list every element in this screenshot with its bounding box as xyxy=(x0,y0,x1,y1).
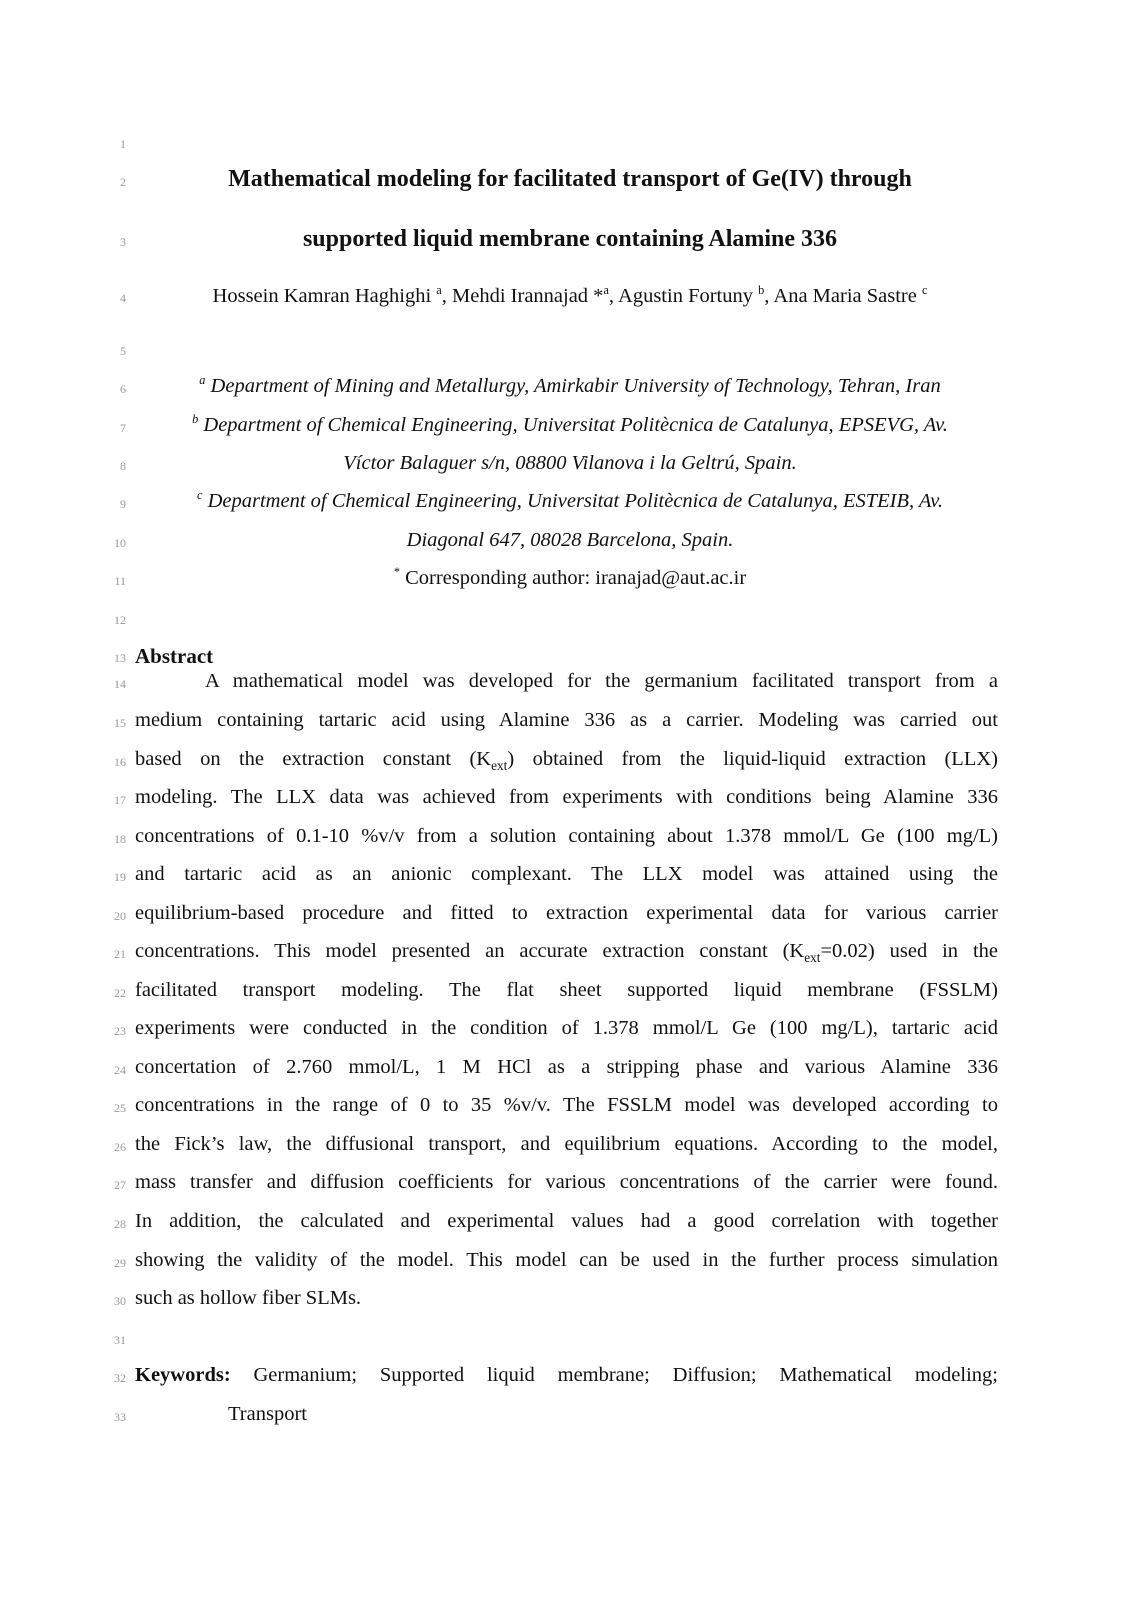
abstract-line xyxy=(135,748,998,774)
abstract-line: such as hollow fiber SLMs. xyxy=(135,1287,362,1309)
line-number: 16 xyxy=(114,755,126,769)
affiliation-text: Department of Chemical Engineering, Universitat Politècnica de Catalunya, EPSEVG, Av. xyxy=(198,414,948,436)
affiliation-marker: b xyxy=(192,412,199,427)
line-number: 15 xyxy=(114,716,126,730)
abstract-line: showing the validity of the model. This model can be used in the further process simulation xyxy=(135,1249,998,1271)
affiliation-a xyxy=(140,375,1000,398)
abstract-line: the Fick’s law, the diffusional transport, and equilibrium equations. According to the model, xyxy=(135,1133,998,1155)
abstract-line: mass transfer and diffusion coefficients for various concentrations of the carrier were found. xyxy=(135,1171,998,1193)
corresponding-text: Corresponding author: iranajad@aut.ac.ir xyxy=(399,567,747,589)
abstract-line: A mathematical model was developed for the germanium facilitated transport from a xyxy=(205,670,998,692)
line-number: 4 xyxy=(120,291,126,305)
line-number: 17 xyxy=(114,793,126,807)
subscript: ext xyxy=(491,758,508,774)
line-number: 10 xyxy=(114,536,126,550)
keywords-line-cont: Transport xyxy=(228,1403,307,1425)
abstract-text: concentrations. This model presented an accurate extraction constant (K xyxy=(135,940,805,962)
abstract-line xyxy=(135,940,998,966)
affiliation-marker: b xyxy=(758,283,765,298)
abstract-line: and tartaric acid as an anionic complexant. The LLX model was attained using the xyxy=(135,863,998,885)
subscript: ext xyxy=(804,950,821,966)
line-number: 19 xyxy=(114,870,126,884)
affiliation-b-cont: Víctor Balaguer s/n, 08800 Vilanova i la Geltrú, Spain. xyxy=(343,452,797,474)
line-number: 5 xyxy=(120,344,126,358)
line-number: 7 xyxy=(120,421,126,435)
author-name: , Agustin Fortuny xyxy=(608,285,759,307)
line-number: 26 xyxy=(114,1140,126,1154)
affiliation-marker: c xyxy=(921,283,928,298)
line-number: 33 xyxy=(114,1410,126,1424)
line-number: 31 xyxy=(114,1333,126,1347)
affiliation-b xyxy=(140,414,1000,437)
line-number: 9 xyxy=(120,497,126,511)
line-number: 23 xyxy=(114,1024,126,1038)
abstract-text: based on the extraction constant (K xyxy=(135,748,492,770)
affiliation-c-cont: Diagonal 647, 08028 Barcelona, Spain. xyxy=(406,529,734,551)
affiliation-text: Department of Chemical Engineering, Universitat Politècnica de Catalunya, ESTEIB, Av. xyxy=(202,490,943,512)
affiliation-marker: a xyxy=(199,373,206,388)
abstract-text: =0.02) used in the xyxy=(820,940,998,962)
line-number: 2 xyxy=(120,175,126,189)
abstract-line: concertation of 2.760 mmol/L, 1 M HCl as a stripping phase and various Alamine 336 xyxy=(135,1056,998,1078)
line-number: 11 xyxy=(114,574,126,588)
line-number: 13 xyxy=(114,651,126,665)
paper-title-line-1: Mathematical modeling for facilitated transport of Ge(IV) through xyxy=(228,166,912,192)
abstract-line: concentrations of 0.1-10 %v/v from a solution containing about 1.378 mmol/L Ge (100 mg/L) xyxy=(135,825,998,847)
author-name: , Mehdi Irannajad * xyxy=(441,285,604,307)
abstract-line: modeling. The LLX data was achieved from experiments with conditions being Alamine 336 xyxy=(135,786,998,808)
affiliation-marker: c xyxy=(197,488,203,503)
paper-title-line-2: supported liquid membrane containing Alamine 336 xyxy=(302,226,838,252)
line-number: 12 xyxy=(114,613,126,627)
keywords-line xyxy=(135,1364,998,1390)
line-number: 3 xyxy=(120,235,126,249)
line-number: 1 xyxy=(120,137,126,151)
line-number: 30 xyxy=(114,1294,126,1308)
keywords-label: Keywords: xyxy=(135,1364,231,1386)
line-number: 25 xyxy=(114,1101,126,1115)
abstract-heading: Abstract xyxy=(135,644,214,668)
line-number: 28 xyxy=(114,1217,126,1231)
abstract-line: medium containing tartaric acid using Alamine 336 as a carrier. Modeling was carried out xyxy=(135,709,998,731)
abstract-line: In addition, the calculated and experimental values had a good correlation with together xyxy=(135,1210,998,1232)
abstract-text: ) obtained from the liquid-liquid extraction (LLX) xyxy=(507,748,998,770)
corresponding-author xyxy=(140,567,1000,590)
line-number: 6 xyxy=(120,382,126,396)
corresponding-marker: * xyxy=(393,565,400,580)
author-list xyxy=(140,285,1000,308)
affiliation-marker: a xyxy=(603,283,609,298)
line-number: 21 xyxy=(114,947,126,961)
line-number: 8 xyxy=(120,459,126,473)
line-number: 20 xyxy=(114,909,126,923)
affiliation-text: Department of Mining and Metallurgy, Amirkabir University of Technology, Tehran, Iran xyxy=(205,375,941,397)
abstract-line: concentrations in the range of 0 to 35 %v/v. The FSSLM model was developed according to xyxy=(135,1094,998,1116)
line-number: 18 xyxy=(114,832,126,846)
affiliation-marker: a xyxy=(436,283,442,298)
abstract-line: equilibrium-based procedure and fitted to extraction experimental data for various carrier xyxy=(135,902,998,924)
line-number: 29 xyxy=(114,1256,126,1270)
affiliation-c xyxy=(140,490,1000,513)
line-number: 22 xyxy=(114,986,126,1000)
line-number: 32 xyxy=(114,1371,126,1385)
author-name: , Ana Maria Sastre xyxy=(764,285,922,307)
keywords-text: Germanium; Supported liquid membrane; Diffusion; Mathematical modeling; xyxy=(230,1364,998,1386)
line-number: 27 xyxy=(114,1178,126,1192)
abstract-line: facilitated transport modeling. The flat sheet supported liquid membrane (FSSLM) xyxy=(135,979,998,1001)
author-name: Hossein Kamran Haghighi xyxy=(212,285,437,307)
line-number: 14 xyxy=(114,677,126,691)
abstract-line: experiments were conducted in the condition of 1.378 mmol/L Ge (100 mg/L), tartaric acid xyxy=(135,1017,998,1039)
line-number: 24 xyxy=(114,1063,126,1077)
